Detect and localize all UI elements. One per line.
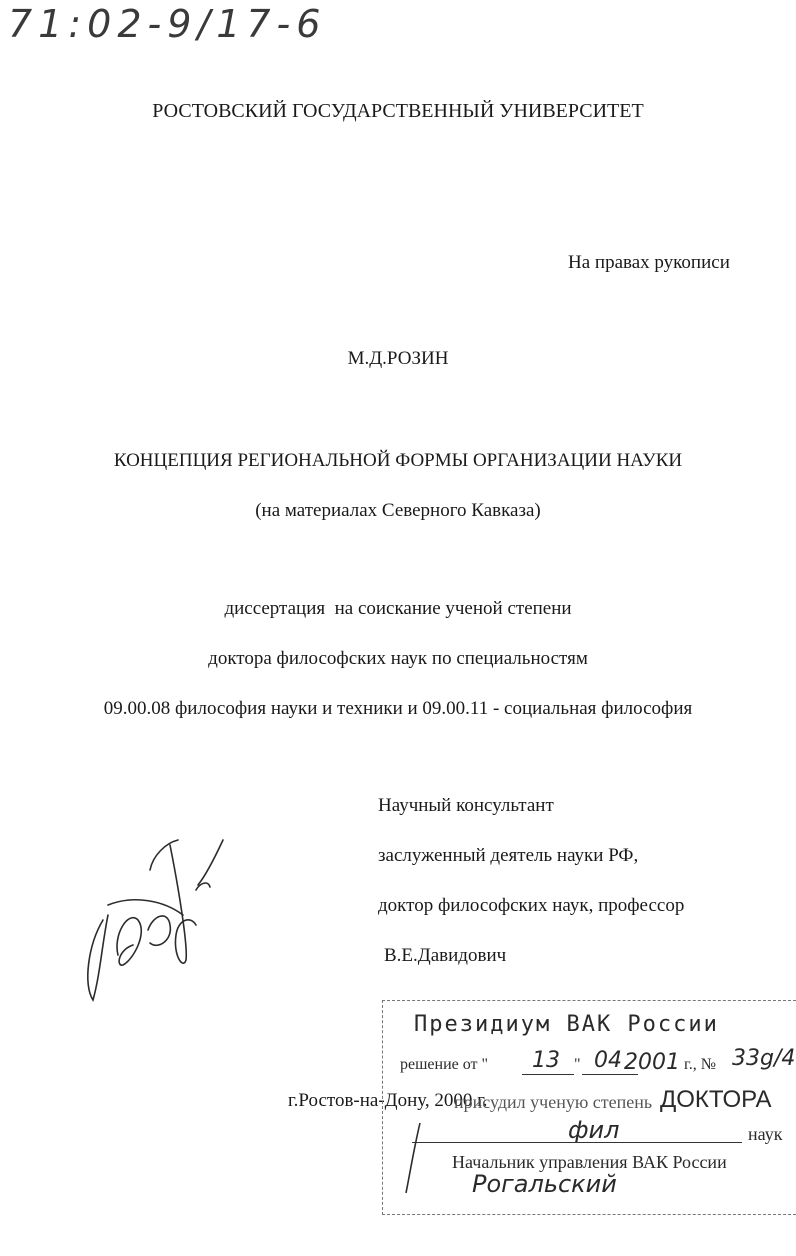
stamp-field-suffix: наук (748, 1124, 783, 1144)
dissertation-title: КОНЦЕПЦИЯ РЕГИОНАЛЬНОЙ ФОРМЫ ОРГАНИЗАЦИИ НАУКИ (113, 450, 683, 471)
author-signature (78, 825, 238, 1005)
stamp-header: Президиум ВАК России (414, 1012, 719, 1037)
author-name: М.Д.РОЗИН (347, 348, 449, 369)
consultant-line-3: В.Е.Давидович (384, 945, 507, 966)
stamp-year: 2001 (624, 1050, 680, 1075)
rights-note: На правах рукописи (568, 252, 730, 273)
degree-line-3: 09.00.08 философия науки и техники и 09.00.11 - социальная философия (103, 698, 693, 719)
stamp-chief-signature: Рогальский (472, 1170, 617, 1198)
stamp-day: 13 (532, 1048, 560, 1073)
consultant-line-2: доктор философских наук, профессор (378, 895, 685, 916)
degree-line-2: доктора философских наук по специальностям (208, 648, 588, 669)
stamp-number: 33g/4 (732, 1046, 796, 1071)
stamp-degree-prefix: присудил ученую степень (454, 1092, 653, 1112)
handwritten-archive-code: 71:02-9/17-6 (8, 2, 327, 46)
stamp-decision-prefix: решение от " (400, 1056, 489, 1073)
stamp-field-handwritten: фил (568, 1116, 620, 1144)
vak-stamp (382, 1000, 796, 1215)
place-year: г.Ростов-на-Дону, 2000 г. (288, 1090, 488, 1111)
stamp-degree: ДОКТОРА (660, 1086, 772, 1113)
stamp-month: 04 (594, 1048, 622, 1073)
degree-line-1: диссертация на соискание ученой степени (224, 598, 572, 619)
stamp-chief-label: Начальник управления ВАК России (452, 1152, 727, 1172)
university-name: РОСТОВСКИЙ ГОСУДАРСТВЕННЫЙ УНИВЕРСИТЕТ (152, 100, 644, 122)
stamp-signature-stroke (400, 1118, 430, 1198)
stamp-number-prefix: г., № (684, 1056, 717, 1073)
consultant-line-1: заслуженный деятель науки РФ, (378, 845, 639, 866)
consultant-heading: Научный консультант (378, 795, 554, 816)
stamp-quote: " (574, 1056, 581, 1073)
dissertation-subtitle: (на материалах Северного Кавказа) (255, 500, 541, 521)
